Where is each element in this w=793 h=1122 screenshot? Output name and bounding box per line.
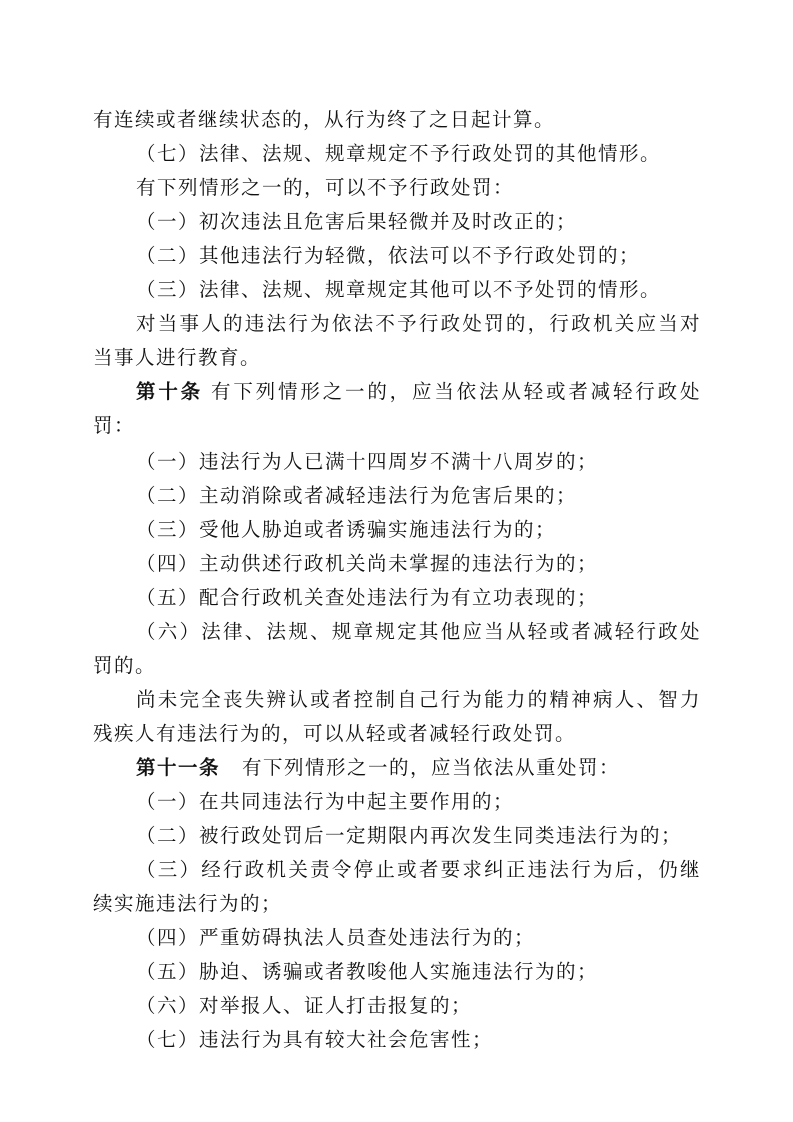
list-item: （一）在共同违法行为中起主要作用的； xyxy=(136,790,515,813)
list-item: （七）法律、法规、规章规定不予行政处罚的其他情形。 xyxy=(136,142,662,165)
list-item: （三）经行政机关责令停止或者要求纠正违法行为后，仍继 xyxy=(136,858,701,881)
list-item: （一）初次违法且危害后果轻微并及时改正的； xyxy=(136,210,578,233)
list-item: （二）被行政处罚后一定期限内再次发生同类违法行为的； xyxy=(136,824,683,847)
list-item: （二）其他违法行为轻微，依法可以不予行政处罚的； xyxy=(136,244,641,267)
paragraph-line: 尚未完全丧失辨认或者控制自己行为能力的精神病人、智力 xyxy=(136,688,701,711)
list-item: （四）严重妨碍执法人员查处违法行为的； xyxy=(136,926,536,949)
list-item: （七）违法行为具有较大社会危害性； xyxy=(136,1028,494,1051)
list-item: （五）胁迫、诱骗或者教唆他人实施违法行为的； xyxy=(136,960,599,983)
list-item: （四）主动供述行政机关尚未掌握的违法行为的； xyxy=(136,552,599,575)
paragraph-line: 残疾人有违法行为的，可以从轻或者减轻行政处罚。 xyxy=(93,722,577,745)
article-number: 第十条 xyxy=(136,380,203,403)
list-item: （六）法律、法规、规章规定其他应当从轻或者减轻行政处 xyxy=(136,620,701,643)
paragraph-line: 续实施违法行为的； xyxy=(93,892,283,915)
article-10-heading-line xyxy=(136,375,701,409)
paragraph-line: 罚的。 xyxy=(93,654,157,677)
paragraph-line: 有下列情形之一的，可以不予行政处罚： xyxy=(136,176,515,199)
article-number: 第十一条 xyxy=(136,756,221,779)
article-text: 有下列情形之一的，应当依法从轻或者减轻行政处 xyxy=(211,380,701,403)
paragraph-line: 对当事人的违法行为依法不予行政处罚的，行政机关应当对 xyxy=(136,312,701,335)
list-item: （六）对举报人、证人打击报复的； xyxy=(136,994,473,1017)
article-11-heading-line xyxy=(136,751,701,785)
list-item: （三）受他人胁迫或者诱骗实施违法行为的； xyxy=(136,518,557,541)
paragraph-line: 当事人进行教育。 xyxy=(93,346,262,369)
article-text: 有下列情形之一的，应当依法从重处罚： xyxy=(242,756,621,779)
list-item: （三）法律、法规、规章规定其他可以不予处罚的情形。 xyxy=(136,278,662,301)
list-item: （一）违法行为人已满十四周岁不满十八周岁的； xyxy=(136,450,599,473)
list-item: （二）主动消除或者减轻违法行为危害后果的； xyxy=(136,484,578,507)
list-item: （五）配合行政机关查处违法行为有立功表现的； xyxy=(136,586,599,609)
paragraph-line: 罚： xyxy=(93,414,136,437)
paragraph-line: 有连续或者继续状态的，从行为终了之日起计算。 xyxy=(93,108,556,131)
